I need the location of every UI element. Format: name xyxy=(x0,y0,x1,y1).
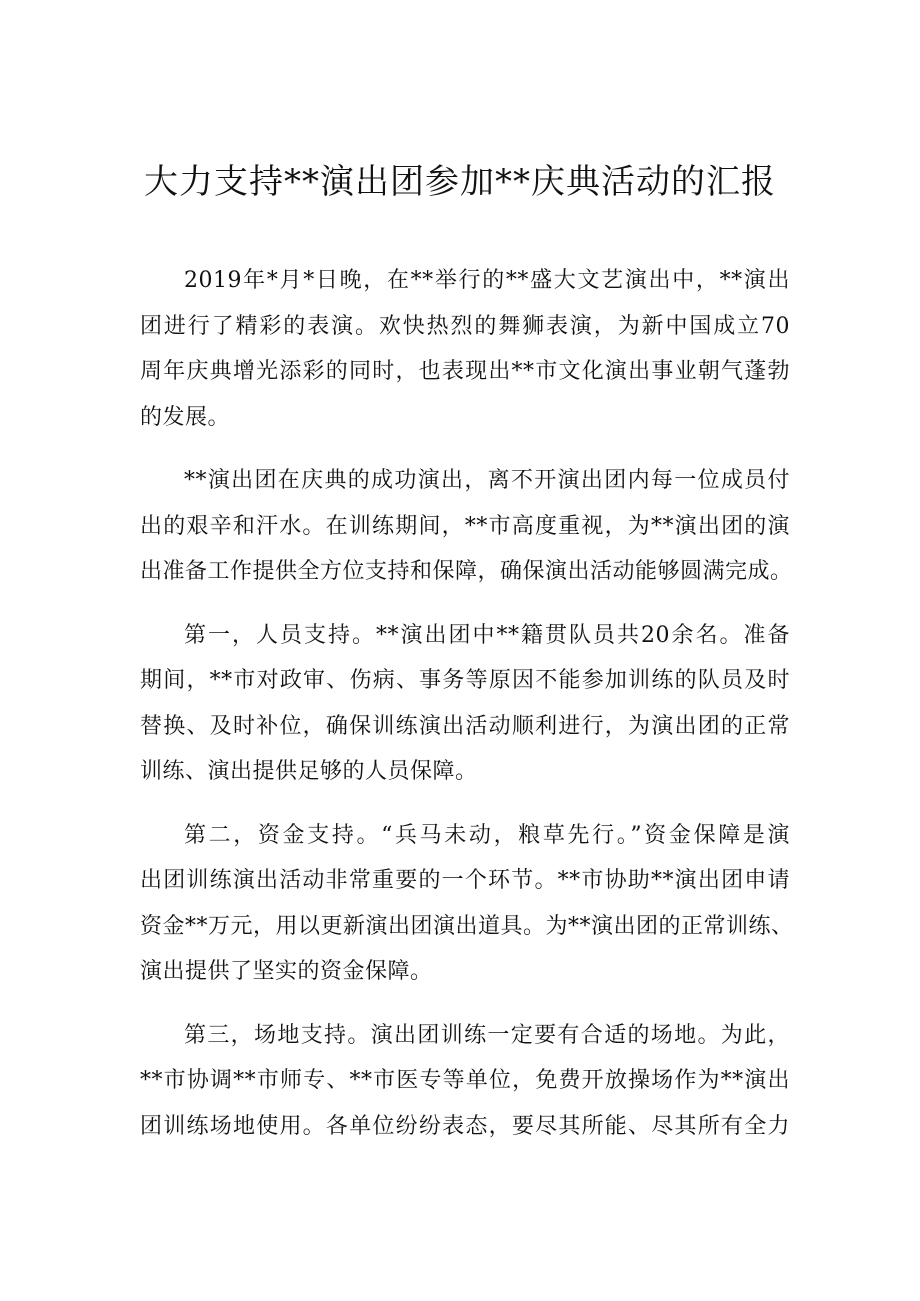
paragraph-2 xyxy=(140,458,793,595)
paragraph-line: 团训练场地使用。各单位纷纷表态，要尽其所能、尽其所有全力 xyxy=(140,1113,790,1139)
document-body xyxy=(140,258,794,1167)
paragraph-1 xyxy=(140,258,790,440)
paragraph-line: 资金**万元，用以更新演出团演出道具。为**演出团的正常训练、 xyxy=(140,913,794,939)
paragraph-line: 2019年*月*日晚，在**举行的**盛大文艺演出中，**演出 xyxy=(184,268,790,293)
paragraph-5 xyxy=(140,1013,790,1150)
paragraph-4 xyxy=(140,813,794,995)
paragraph-line: 团进行了精彩的表演。欢快热烈的舞狮表演，为新中国成立70 xyxy=(140,313,790,339)
paragraph-line: **演出团在庆典的成功演出，离不开演出团内每一位成员付 xyxy=(184,468,790,493)
paragraph-line: 出准备工作提供全方位支持和保障，确保演出活动能够圆满完成。 xyxy=(140,559,793,584)
paragraph-3 xyxy=(140,613,790,795)
paragraph-line: 出的艰辛和汗水。在训练期间，**市高度重视，为**演出团的演 xyxy=(140,513,790,539)
paragraph-line: 替换、及时补位，确保训练演出活动顺利进行，为演出团的正常 xyxy=(140,713,790,739)
paragraph-line: **市协调**市师专、**市医专等单位，免费开放操场作为**演出 xyxy=(140,1068,790,1093)
paragraph-line: 第二，资金支持。“兵马未动，粮草先行。”资金保障是演 xyxy=(184,822,790,848)
paragraph-line: 的发展。 xyxy=(140,404,231,430)
paragraph-line: 训练、演出提供足够的人员保障。 xyxy=(140,759,478,784)
paragraph-line: 第一，人员支持。**演出团中**籍贯队员共20余名。准备 xyxy=(184,622,790,648)
paragraph-line: 期间，**市对政审、伤病、事务等原因不能参加训练的队员及时 xyxy=(140,668,790,693)
document-title: 大力支持**演出团参加**庆典活动的汇报 xyxy=(144,162,776,202)
paragraph-line: 出团训练演出活动非常重要的一个环节。**市协助**演出团申请 xyxy=(140,868,790,893)
paragraph-line: 周年庆典增光添彩的同时，也表现出**市文化演出事业朝气蓬勃 xyxy=(140,359,790,384)
paragraph-line: 第三，场地支持。演出团训练一定要有合适的场地。为此， xyxy=(184,1022,790,1048)
paragraph-line: 演出提供了坚实的资金保障。 xyxy=(140,959,433,984)
